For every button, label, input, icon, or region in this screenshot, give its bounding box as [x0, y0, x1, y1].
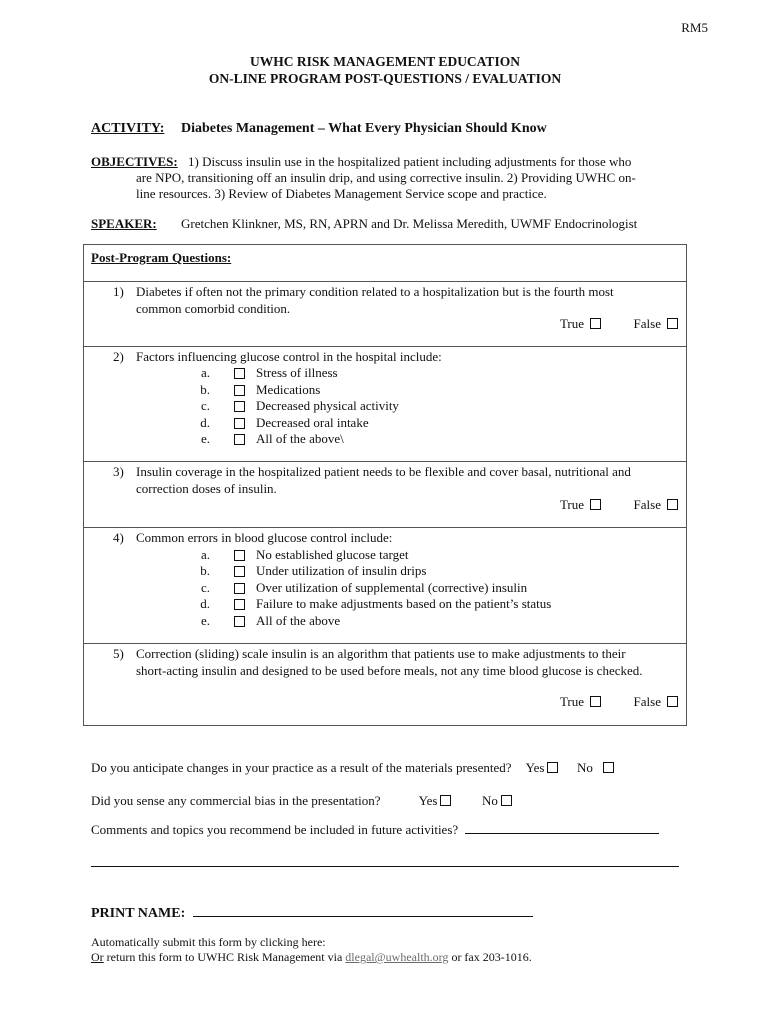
true-label: True [559, 316, 585, 331]
objectives-label [91, 154, 178, 170]
changes-no-checkbox[interactable] [603, 762, 614, 773]
question-2-option-d [136, 415, 636, 432]
comments-input-line[interactable] [465, 821, 659, 834]
question-4-option-b [136, 563, 636, 580]
option-text: Stress of illness [256, 365, 338, 380]
question-2-option-a [136, 365, 636, 382]
activity-title: Diabetes Management – What Every Physician Should Know [181, 121, 547, 136]
divider [84, 527, 686, 528]
question-5-line-2: short-acting insulin and designed to be used before meals, not any time blood glucose is checked. [136, 662, 643, 678]
question-2-option-e-checkbox[interactable] [234, 434, 245, 445]
changes-yes-checkbox[interactable] [547, 762, 558, 773]
question-5-false-checkbox[interactable] [667, 696, 678, 707]
question-2-option-b-checkbox[interactable] [234, 385, 245, 396]
divider [84, 346, 686, 347]
activity-label [91, 121, 164, 137]
objectives-line-3: line resources. 3) Review of Diabetes Management Service scope and practice. [136, 186, 547, 201]
question-4-option-d [136, 596, 636, 613]
question-4-option-a [136, 547, 636, 564]
option-letter: a. [200, 365, 210, 380]
speaker-label [91, 216, 157, 232]
divider [84, 643, 686, 644]
option-letter: e. [200, 431, 210, 446]
question-number: 2) [113, 349, 124, 364]
option-text: All of the above [256, 612, 341, 628]
footer-line-2 [91, 950, 532, 965]
speaker-label-text: SPEAKER: [91, 216, 157, 231]
speaker-value: Gretchen Klinkner, MS, RN, APRN and Dr. Melissa Meredith, UWMF Endocrinologist [181, 216, 638, 231]
question-4-option-e-checkbox[interactable] [234, 616, 245, 627]
question-5-text [136, 646, 682, 679]
question-1-true-false [560, 316, 678, 332]
objectives-label-text: OBJECTIVES: [91, 154, 178, 169]
question-4-option-c [136, 580, 636, 597]
print-name-label: PRINT NAME: [91, 906, 186, 921]
option-letter: e. [200, 612, 210, 628]
question-4-option-b-checkbox[interactable] [234, 566, 245, 577]
bias-yes-checkbox[interactable] [440, 795, 451, 806]
changes-question: Do you anticipate changes in your practice as a result of the materials presented? [91, 760, 512, 775]
question-2-option-e [136, 431, 636, 448]
question-3-line-1: Insulin coverage in the hospitalized patient needs to be flexible and cover basal, nutritional and [136, 464, 631, 479]
objectives-line-1: 1) Discuss insulin use in the hospitalized patient including adjustments for those who [188, 154, 632, 169]
question-2-option-b [136, 382, 636, 399]
header-title-line1: UWHC RISK MANAGEMENT EDUCATION [250, 54, 520, 69]
yes-label: Yes [525, 760, 545, 775]
option-text: Failure to make adjustments based on the patient’s status [256, 596, 552, 611]
footer-text: return this form to UWHC Risk Management via [103, 950, 346, 964]
option-letter: b. [200, 381, 210, 397]
question-1-line-2: common comorbid condition. [136, 300, 291, 316]
question-number: 1) [113, 284, 124, 299]
questions-header: Post-Program Questions: [91, 250, 232, 265]
option-letter: b. [200, 563, 210, 578]
true-label: True [559, 694, 585, 709]
false-label: False [633, 497, 661, 512]
option-text: Decreased oral intake [256, 414, 369, 430]
comments-row [91, 821, 659, 838]
question-2-option-c [136, 398, 636, 415]
question-3-line-2: correction doses of insulin. [136, 480, 277, 496]
no-label: No [576, 760, 593, 775]
option-letter: c. [200, 398, 210, 413]
question-2-option-c-checkbox[interactable] [234, 401, 245, 412]
question-2-option-a-checkbox[interactable] [234, 368, 245, 379]
activity-label-text: ACTIVITY: [91, 121, 165, 136]
question-3-false-checkbox[interactable] [667, 499, 678, 510]
question-number: 3) [113, 464, 124, 479]
question-4-option-a-checkbox[interactable] [234, 550, 245, 561]
question-number: 5) [113, 646, 124, 661]
question-5-line-1: Correction (sliding) scale insulin is an algorithm that patients use to make adjustments to their [136, 646, 626, 661]
question-1-text [136, 284, 676, 317]
divider [84, 461, 686, 462]
question-1-true-checkbox[interactable] [590, 318, 601, 329]
comments-second-line[interactable] [91, 866, 679, 867]
comments-label: Comments and topics you recommend be included in future activities? [91, 822, 459, 837]
false-label: False [633, 316, 661, 331]
question-4-option-c-checkbox[interactable] [234, 583, 245, 594]
option-letter: d. [200, 596, 210, 611]
footer-line-1: Automatically submit this form by clicking here: [91, 935, 326, 949]
question-number: 4) [113, 530, 124, 545]
question-3-true-checkbox[interactable] [590, 499, 601, 510]
print-name-row [91, 903, 533, 922]
yes-label: Yes [418, 793, 438, 808]
header-title-line2: ON-LINE PROGRAM POST-QUESTIONS / EVALUATION [208, 71, 562, 86]
questions-table [83, 244, 687, 726]
question-1-false-checkbox[interactable] [667, 318, 678, 329]
true-label: True [559, 497, 585, 512]
email-link[interactable]: dlegal@uwhealth.org [345, 950, 449, 964]
false-label: False [633, 694, 661, 709]
evaluation-bias-row [91, 793, 512, 809]
question-2-text: Factors influencing glucose control in the hospital include: [136, 349, 442, 364]
footer-fax-text: or fax 203-1016. [448, 950, 532, 964]
question-1-line-1: Diabetes if often not the primary condition related to a hospitalization but is the fourth most [136, 284, 614, 299]
bias-question: Did you sense any commercial bias in the presentation? [91, 793, 381, 808]
objectives-line-2: are NPO, transitioning off an insulin drip, and using corrective insulin. 2) Providing UWHC on- [136, 170, 636, 185]
option-text: Medications [256, 381, 321, 397]
option-text: All of the above\ [256, 431, 344, 446]
option-text: Under utilization of insulin drips [256, 563, 427, 578]
form-code: RM5 [681, 20, 708, 35]
no-label: No [481, 793, 498, 808]
question-4-text: Common errors in blood glucose control include: [136, 530, 393, 545]
option-text: Decreased physical activity [256, 398, 399, 413]
question-3-text [136, 464, 676, 497]
question-2-option-d-checkbox[interactable] [234, 418, 245, 429]
option-text: No established glucose target [256, 546, 409, 562]
option-text: Over utilization of supplemental (corrective) insulin [256, 579, 528, 595]
option-letter: c. [200, 579, 210, 595]
footer-or: Or [91, 950, 104, 964]
option-letter: d. [200, 414, 210, 430]
question-5-true-false [560, 694, 678, 710]
option-letter: a. [200, 546, 210, 562]
print-name-input-line[interactable] [193, 903, 533, 917]
question-4-option-d-checkbox[interactable] [234, 599, 245, 610]
divider [84, 281, 686, 282]
question-4-option-e [136, 613, 636, 630]
bias-no-checkbox[interactable] [501, 795, 512, 806]
question-5-true-checkbox[interactable] [590, 696, 601, 707]
evaluation-changes-row [91, 760, 614, 776]
question-3-true-false [560, 497, 678, 513]
